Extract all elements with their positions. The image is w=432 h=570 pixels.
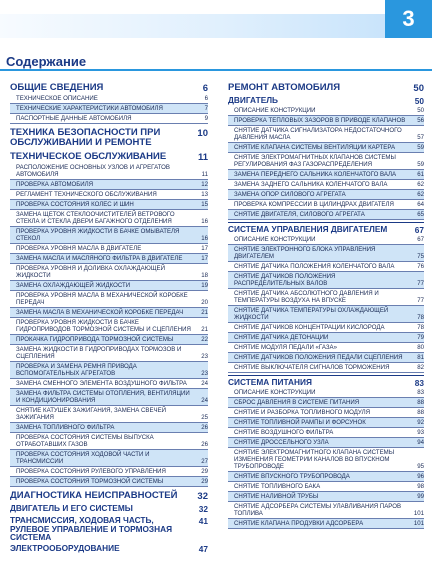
title-rule	[0, 69, 432, 71]
toc-page-number: 27	[201, 457, 208, 465]
toc-page-number: 6	[204, 95, 208, 102]
toc-page-number: 57	[417, 134, 424, 141]
toc-page-number: 22	[201, 335, 208, 343]
toc-entry[interactable]	[228, 448, 424, 472]
toc-entry-title: СБРОС ДАВЛЕНИЯ В СИСТЕМЕ ПИТАНИЯ	[234, 399, 360, 406]
toc-entry-title: СНЯТИЕ ВЫКЛЮЧАТЕЛЯ СИГНАЛОВ ТОРМОЖЕНИЯ	[234, 364, 390, 371]
toc-page-number: 82	[417, 364, 424, 371]
toc-entry[interactable]	[10, 423, 208, 433]
toc-section-heading[interactable]	[10, 83, 208, 94]
toc-entry[interactable]	[10, 210, 208, 227]
page-title: Содержание	[6, 54, 87, 69]
toc-page-number: 80	[417, 344, 424, 351]
toc-page-number: 25	[201, 413, 208, 421]
toc-entry-title: ОПИСАНИЕ КОНСТРУКЦИИ	[234, 236, 316, 243]
toc-entry[interactable]	[10, 190, 208, 200]
toc-page-number: 83	[414, 378, 424, 388]
toc-entry-title: ПРОВЕРКА СОСТОЯНИЯ ТОРМОЗНОЙ СИСТЕМЫ	[16, 477, 164, 485]
toc-entry[interactable]	[228, 210, 424, 220]
toc-entry-title: ТРАНСМИССИЯ, ХОДОВАЯ ЧАСТЬ, РУЛЕВОЕ УПРАВЛЕНИЕ И ТОРМОЗНАЯ СИСТЕМА	[10, 514, 173, 543]
toc-page-number: 88	[417, 409, 424, 416]
toc-entry-title: СНЯТИЕ КЛАПАНА СИСТЕМЫ ВЕНТИЛЯЦИИ КАРТЕРА	[234, 144, 396, 151]
toc-entry-title: РЕМОНТ АВТОМОБИЛЯ	[228, 82, 341, 93]
toc-page-number: 56	[417, 117, 424, 124]
toc-entry[interactable]	[10, 264, 208, 281]
toc-entry-title: СНЯТИЕ ДАТЧИКА АБСОЛЮТНОГО ДАВЛЕНИЯ И ТЕМПЕРАТУРЫ ВОЗДУХА НА ВПУСКЕ	[234, 290, 379, 304]
toc-page-number: 78	[417, 324, 424, 331]
toc-entry-title: СНЯТИЕ ВОЗДУШНОГО ФИЛЬТРА	[234, 429, 334, 436]
toc-entry-title: СНЯТИЕ ЭЛЕКТРОМАГНИТНЫХ КЛАПАНОВ СИСТЕМЫ РЕГУЛИРОВАНИЯ ФАЗ ГАЗОРАСПРЕДЕЛЕНИЯ	[234, 154, 396, 168]
toc-entry[interactable]	[228, 502, 424, 519]
toc-entry[interactable]	[10, 244, 208, 254]
toc-entry-title: СНЯТИЕ КАТУШЕК ЗАЖИГАНИЯ, ЗАМЕНА СВЕЧЕЙ ЗАЖИГАНИЯ	[16, 406, 167, 421]
toc-entry-title: ЗАМЕНА СМЕННОГО ЭЛЕМЕНТА ВОЗДУШНОГО ФИЛЬТРА	[16, 379, 187, 387]
toc-entry[interactable]	[10, 335, 208, 345]
toc-entry[interactable]	[10, 291, 208, 308]
toc-page-number: 77	[417, 297, 424, 304]
toc-entry[interactable]	[228, 398, 424, 408]
toc-entry[interactable]	[10, 379, 208, 389]
toc-entry-title: ПРОВЕРКА УРОВНЯ И ДОЛИВКА ОХЛАЖДАЮЩЕЙ ЖИДКОСТИ	[16, 264, 165, 279]
toc-page-number: 15	[201, 200, 208, 208]
toc-entry[interactable]	[228, 143, 424, 153]
toc-entry-title: РЕГЛАМЕНТ ТЕХНИЧЕСКОГО ОБСЛУЖИВАНИЯ	[16, 190, 157, 198]
toc-entry[interactable]	[228, 408, 424, 418]
toc-entry[interactable]	[228, 438, 424, 448]
toc-entry[interactable]	[228, 363, 424, 373]
page-number-tab: 3	[385, 0, 432, 38]
toc-page-number: 101	[413, 510, 424, 517]
toc-page-number: 75	[417, 253, 424, 260]
toc-entry-title: ПРОВЕРКА УРОВНЯ МАСЛА В МЕХАНИЧЕСКОЙ КОРОБКЕ ПЕРЕДАЧ	[16, 291, 188, 306]
toc-page-number: 19	[201, 281, 208, 289]
toc-section-heading[interactable]	[10, 491, 208, 502]
toc-page-number: 29	[201, 477, 208, 485]
toc-entry[interactable]	[228, 333, 424, 343]
toc-entry[interactable]	[228, 272, 424, 289]
toc-entry[interactable]	[228, 153, 424, 170]
toc-section-heading[interactable]	[228, 83, 424, 94]
toc-entry-title: ТЕХНИЧЕСКОЕ ОБСЛУЖИВАНИЕ	[10, 150, 167, 162]
toc-entry-title: ЗАМЕНА ЖИДКОСТИ В ГИДРОПРИВОДАХ ТОРМОЗОВ И СЦЕПЛЕНИЯ	[16, 345, 182, 360]
toc-entry[interactable]	[228, 323, 424, 333]
toc-entry-title: СНЯТИЕ ДАТЧИКОВ ПОЛОЖЕНИЯ ПЕДАЛИ СЦЕПЛЕНИЯ	[234, 354, 403, 361]
toc-entry-title: РАСПОЛОЖЕНИЕ ОСНОВНЫХ УЗЛОВ И АГРЕГАТОВ АВТОМОБИЛЯ	[16, 163, 170, 178]
toc-page-number: 11	[201, 170, 208, 178]
toc-entry-title: ПРОВЕРКА СОСТОЯНИЯ ХОДОВОЙ ЧАСТИ И ТРАНСМИССИИ	[16, 450, 150, 465]
toc-page-number: 21	[201, 325, 208, 333]
toc-entry-title: СИСТЕМА УПРАВЛЕНИЯ ДВИГАТЕЛЕМ	[228, 224, 388, 234]
toc-entry[interactable]	[10, 477, 208, 487]
toc-entry-title: ПАСПОРТНЫЕ ДАННЫЕ АВТОМОБИЛЯ	[16, 115, 132, 122]
toc-entry-title: СНЯТИЕ ДВИГАТЕЛЯ, СИЛОВОГО АГРЕГАТА	[234, 211, 365, 218]
toc-page-number: 67	[414, 225, 424, 235]
toc-section-heading[interactable]	[10, 516, 208, 542]
toc-entry[interactable]	[228, 306, 424, 323]
toc-entry-title: СНЯТИЕ ДАТЧИКОВ КОНЦЕНТРАЦИИ КИСЛОРОДА	[234, 324, 385, 331]
toc-page-number: 98	[417, 483, 424, 490]
toc-entry[interactable]	[228, 472, 424, 482]
toc-entry-title: ПРОВЕРКА КОМПРЕССИИ В ЦИЛИНДРАХ ДВИГАТЕЛЯ	[234, 201, 394, 208]
toc-page-number: 26	[201, 440, 208, 448]
toc-page-number: 23	[201, 369, 208, 377]
toc-entry[interactable]	[10, 114, 208, 124]
toc-page-number: 77	[417, 280, 424, 287]
toc-entry[interactable]	[228, 180, 424, 190]
toc-entry-title: СНЯТИЕ ЭЛЕКТРОМАГНИТНОГО КЛАПАНА СИСТЕМЫ ИЗМЕНЕНИЯ ГЕОМЕТРИИ КАНАЛОВ ВО ВПУСКНОМ ТРУБОПРОВОДЕ	[234, 449, 395, 470]
toc-entry[interactable]	[228, 289, 424, 306]
toc-entry[interactable]	[228, 190, 424, 200]
toc-entry[interactable]	[10, 450, 208, 467]
toc-page-number: 76	[417, 263, 424, 270]
toc-page-number: 99	[417, 493, 424, 500]
toc-entry-title: ЗАМЕНА ЗАДНЕГО САЛЬНИКА КОЛЕНЧАТОГО ВАЛА	[234, 181, 388, 188]
toc-section-heading[interactable]	[10, 544, 208, 554]
toc-entry[interactable]	[228, 245, 424, 262]
toc-page-number: 11	[197, 151, 208, 163]
toc-entry-title: ТЕХНИЧЕСКИЕ ХАРАКТЕРИСТИКИ АВТОМОБИЛЯ	[16, 105, 163, 112]
toc-page-number: 65	[417, 211, 424, 218]
toc-entry[interactable]	[10, 362, 208, 379]
toc-entry-title: ПРОВЕРКА АВТОМОБИЛЯ	[16, 180, 94, 188]
toc-entry[interactable]	[228, 418, 424, 428]
toc-page-number: 92	[417, 419, 424, 426]
toc-page-number: 29	[201, 467, 208, 475]
toc-left-column	[10, 79, 208, 554]
toc-entry-title: ЭЛЕКТРООБОРУДОВАНИЕ	[10, 543, 120, 554]
toc-page-number: 62	[417, 181, 424, 188]
toc-entry[interactable]	[228, 482, 424, 492]
toc-entry[interactable]	[228, 353, 424, 363]
toc-page-number: 50	[414, 96, 424, 106]
toc-entry-title: ТЕХНИЧЕСКОЕ ОПИСАНИЕ	[16, 95, 98, 102]
toc-page-number: 59	[417, 161, 424, 168]
toc-right-column	[228, 79, 424, 529]
toc-entry[interactable]	[228, 492, 424, 502]
toc-page-number: 21	[201, 308, 208, 316]
toc-entry[interactable]	[10, 345, 208, 362]
toc-entry[interactable]	[10, 281, 208, 291]
toc-section-heading[interactable]	[228, 225, 424, 235]
toc-entry[interactable]	[10, 318, 208, 335]
toc-entry-title: ПРОВЕРКА ТЕПЛОВЫХ ЗАЗОРОВ В ПРИВОДЕ КЛАПАНОВ	[234, 117, 406, 124]
toc-entry[interactable]	[10, 467, 208, 477]
toc-page-number: 24	[201, 379, 208, 387]
toc-entry[interactable]	[10, 254, 208, 264]
toc-page-number: 101	[413, 520, 424, 527]
toc-entry-title: ЗАМЕНА МАСЛА В МЕХАНИЧЕСКОЙ КОРОБКЕ ПЕРЕДАЧ	[16, 308, 184, 316]
toc-page-number: 59	[417, 144, 424, 151]
toc-entry-title: ДИАГНОСТИКА НЕИСПРАВНОСТЕЙ	[10, 489, 178, 501]
toc-page-number: 50	[413, 83, 424, 94]
toc-entry-title: СНЯТИЕ КЛАПАНА ПРОДУВКИ АДСОРБЕРА	[234, 520, 364, 527]
toc-entry-title: СНЯТИЕ ДРОССЕЛЬНОГО УЗЛА	[234, 439, 329, 446]
toc-entry[interactable]	[228, 200, 424, 210]
toc-entry-title: СНЯТИЕ ДАТЧИКА СИГНАЛИЗАТОРА НЕДОСТАТОЧНОГО ДАВЛЕНИЯ МАСЛА	[234, 127, 402, 141]
toc-page-number: 32	[197, 490, 208, 502]
toc-page-number: 24	[201, 396, 208, 404]
toc-entry-title: СНЯТИЕ НАЛИВНОЙ ТРУБЫ	[234, 493, 319, 500]
toc-entry-title: СНЯТИЕ АДСОРБЕРА СИСТЕМЫ УЛАВЛИВАНИЯ ПАРОВ ТОПЛИВА	[234, 503, 402, 517]
toc-entry-title: ЗАМЕНА ФИЛЬТРА СИСТЕМЫ ОТОПЛЕНИЯ, ВЕНТИЛЯЦИИ И КОНДИЦИОНИРОВАНИЯ	[16, 389, 190, 404]
toc-entry-title: ЗАМЕНА ПЕРЕДНЕГО САЛЬНИКА КОЛЕНЧАТОГО ВАЛА	[234, 171, 397, 178]
toc-entry-title: СИСТЕМА ПИТАНИЯ	[228, 377, 312, 387]
toc-entry-title: ПРОВЕРКА УРОВНЯ МАСЛА В ДВИГАТЕЛЕ	[16, 244, 142, 252]
toc-entry-title: СНЯТИЕ МОДУЛЯ ПЕДАЛИ «ГАЗА»	[234, 344, 337, 351]
toc-entry-title: СНЯТИЕ ТОПЛИВНОГО БАКА	[234, 483, 321, 490]
toc-entry-title: СНЯТИЕ ДАТЧИКА ТЕМПЕРАТУРЫ ОХЛАЖДАЮЩЕЙ ЖИДКОСТИ	[234, 307, 389, 321]
toc-entry-title: СНЯТИЕ ДАТЧИКА ДЕТОНАЦИИ	[234, 334, 329, 341]
toc-entry[interactable]	[10, 180, 208, 190]
toc-entry-title: ОПИСАНИЕ КОНСТРУКЦИИ	[234, 107, 316, 114]
header-gradient	[0, 14, 385, 38]
toc-entry[interactable]	[228, 343, 424, 353]
toc-entry-title: ЗАМЕНА МАСЛА И МАСЛЯНОГО ФИЛЬТРА В ДВИГАТЕЛЕ	[16, 254, 183, 262]
toc-entry-title: ПРОВЕРКА СОСТОЯНИЯ СИСТЕМЫ ВЫПУСКА ОТРАБОТАВШИХ ГАЗОВ	[16, 433, 154, 448]
toc-entry[interactable]	[228, 388, 424, 398]
toc-entry[interactable]	[228, 235, 424, 245]
toc-entry-title: ПРОКАЧКА ГИДРОПРИВОДА ТОРМОЗНОЙ СИСТЕМЫ	[16, 335, 174, 343]
toc-page-number: 32	[198, 503, 208, 514]
toc-entry-title: СНЯТИЕ ДАТЧИКА ПОЛОЖЕНИЯ КОЛЕНЧАТОГО ВАЛА	[234, 263, 395, 270]
toc-page-number: 17	[201, 254, 208, 262]
toc-entry[interactable]	[10, 200, 208, 210]
toc-page-number: 18	[201, 271, 208, 279]
toc-entry[interactable]	[10, 389, 208, 406]
toc-page-number: 94	[417, 439, 424, 446]
toc-page-number: 62	[417, 191, 424, 198]
toc-page-number: 81	[417, 354, 424, 361]
toc-entry[interactable]	[10, 406, 208, 423]
toc-entry-title: ДВИГАТЕЛЬ И ЕГО СИСТЕМЫ	[10, 502, 133, 513]
toc-page-number: 93	[417, 429, 424, 436]
toc-entry[interactable]	[228, 116, 424, 126]
toc-entry-title: СНЯТИЕ ДАТЧИКОВ ПОЛОЖЕНИЯ РАСПРЕДЕЛИТЕЛЬНЫХ ВАЛОВ	[234, 273, 336, 287]
section-divider	[228, 222, 424, 223]
toc-entry-title: ЗАМЕНА ТОПЛИВНОГО ФИЛЬТРА	[16, 423, 115, 431]
toc-page-number: 10	[197, 128, 208, 139]
toc-entry-title: ПРОВЕРКА И ЗАМЕНА РЕМНЯ ПРИВОДА ВСПОМОГАТЕЛЬНЫХ АГРЕГАТОВ	[16, 362, 137, 377]
toc-entry-title: СНЯТИЕ И РАЗБОРКА ТОПЛИВНОГО МОДУЛЯ	[234, 409, 370, 416]
toc-entry[interactable]	[228, 106, 424, 116]
toc-entry[interactable]	[228, 170, 424, 180]
toc-entry-title: ПРОВЕРКА СОСТОЯНИЯ РУЛЕВОГО УПРАВЛЕНИЯ	[16, 467, 166, 475]
top-band	[0, 0, 432, 46]
toc-page-number: 83	[417, 389, 424, 396]
section-divider	[228, 375, 424, 376]
toc-entry[interactable]	[228, 126, 424, 143]
toc-page-number: 13	[201, 190, 208, 198]
toc-section-heading[interactable]	[228, 96, 424, 106]
toc-entry-title: ТЕХНИКА БЕЗОПАСНОСТИ ПРИ ОБСЛУЖИВАНИИ И РЕМОНТЕ	[10, 127, 161, 148]
toc-section-heading[interactable]	[10, 128, 208, 148]
toc-page-number: 16	[201, 234, 208, 242]
toc-page-number: 79	[417, 334, 424, 341]
toc-page-number: 6	[202, 83, 208, 94]
toc-page-number: 20	[201, 298, 208, 306]
toc-page-number: 96	[417, 473, 424, 480]
toc-page-number: 95	[417, 463, 424, 470]
toc-entry[interactable]	[10, 227, 208, 244]
toc-page-number: 64	[417, 201, 424, 208]
toc-page-number: 9	[204, 115, 208, 122]
toc-entry[interactable]	[228, 262, 424, 272]
toc-entry-title: ЗАМЕНА ЩЕТОК СТЕКЛООЧИСТИТЕЛЕЙ ВЕТРОВОГО СТЕКЛА И СТЕКЛА ДВЕРИ БАГАЖНОГО ОТДЕЛЕНИЯ	[16, 210, 175, 225]
toc-page-number: 17	[201, 244, 208, 252]
toc-entry-title: ПРОВЕРКА УРОВНЯ ЖИДКОСТИ В БАЧКЕ ГИДРОПРИВОДОВ ТОРМОЗНОЙ СИСТЕМЫ И СЦЕПЛЕНИЯ	[16, 318, 191, 333]
toc-entry[interactable]	[10, 94, 208, 104]
toc-page-number: 16	[201, 217, 208, 225]
toc-section-heading[interactable]	[228, 378, 424, 388]
toc-entry[interactable]	[10, 104, 208, 114]
toc-entry-title: ОПИСАНИЕ КОНСТРУКЦИИ	[234, 389, 316, 396]
toc-entry-title: ПРОВЕРКА УРОВНЯ ЖИДКОСТИ В БАЧКЕ ОМЫВАТЕЛЯ СТЕКОЛ	[16, 227, 180, 242]
toc-page-number: 23	[201, 352, 208, 360]
toc-page-number: 67	[417, 236, 424, 243]
toc-page-number: 26	[201, 423, 208, 431]
toc-entry[interactable]	[10, 308, 208, 318]
toc-page-number: 61	[417, 171, 424, 178]
toc-section-heading[interactable]	[10, 152, 208, 163]
toc-entry-title: ДВИГАТЕЛЬ	[228, 95, 279, 105]
toc-entry[interactable]	[228, 519, 424, 529]
toc-page-number: 50	[417, 107, 424, 114]
toc-entry[interactable]	[228, 428, 424, 438]
toc-entry-title: СНЯТИЕ ЭЛЕКТРОННОГО БЛОКА УПРАВЛЕНИЯ ДВИГАТЕЛЕМ	[234, 246, 376, 260]
toc-section-heading[interactable]	[10, 504, 208, 514]
toc-entry-title: ЗАМЕНА ОХЛАЖДАЮЩЕЙ ЖИДКОСТИ	[16, 281, 131, 289]
toc-page-number: 7	[204, 105, 208, 112]
toc-entry-title: ОБЩИЕ СВЕДЕНИЯ	[10, 82, 104, 93]
toc-page-number: 78	[417, 314, 424, 321]
toc-entry[interactable]	[10, 433, 208, 450]
toc-entry-title: ПРОВЕРКА СОСТОЯНИЯ КОЛЕС И ШИН	[16, 200, 134, 208]
toc-page-number: 47	[198, 544, 208, 555]
toc-page-number: 88	[417, 399, 424, 406]
toc-entry[interactable]	[10, 163, 208, 180]
toc-entry-title: СНЯТИЕ ТОПЛИВНОЙ РАМПЫ И ФОРСУНОК	[234, 419, 366, 426]
toc-entry-title: СНЯТИЕ ВПУСКНОГО ТРУБОПРОВОДА	[234, 473, 350, 480]
toc-page-number: 41	[198, 515, 208, 526]
toc-entry-title: ЗАМЕНА ОПОР СИЛОВОГО АГРЕГАТА	[234, 191, 346, 198]
toc-page-number: 12	[201, 180, 208, 188]
